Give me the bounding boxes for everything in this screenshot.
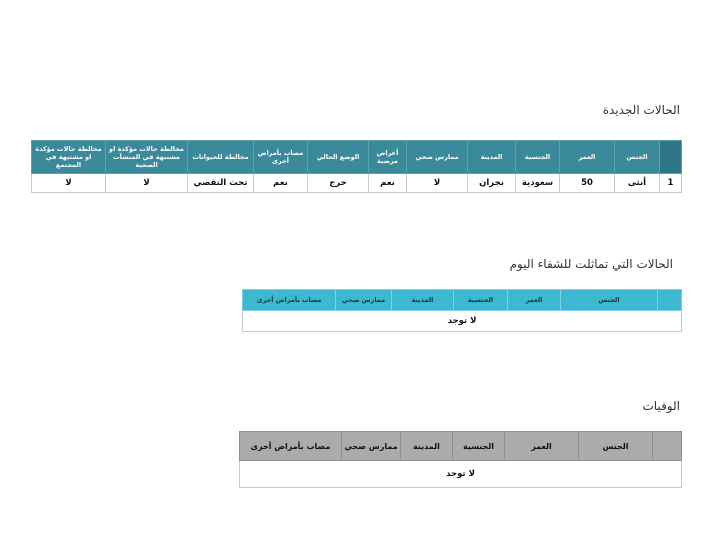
cell-current-status: حرج <box>308 174 369 193</box>
header-index <box>658 290 682 311</box>
table-header-row <box>243 290 682 311</box>
cell-age: 50 <box>560 174 615 193</box>
cell-other-diseases: نعم <box>254 174 308 193</box>
table-row <box>32 174 682 193</box>
deaths-table <box>239 431 682 488</box>
cell-community-contact: لا <box>32 174 106 193</box>
header-index <box>660 141 682 174</box>
cell-symptoms: نعم <box>369 174 407 193</box>
header-gender: الجنس <box>579 432 653 461</box>
table-row <box>243 311 682 332</box>
new-cases-title: الحالات الجديدة <box>602 103 680 117</box>
header-nationality: الجنسية <box>453 432 505 461</box>
header-age: العمر <box>508 290 561 311</box>
header-community-contact: مخالطة حالات مؤكدة او مشتبهة في المجتمع <box>32 141 106 174</box>
header-facility-contact: مخالطة حالات مؤكدة او مشتبهة في المنشآت الصحية <box>106 141 188 174</box>
cell-gender: أنثى <box>615 174 660 193</box>
header-index <box>653 432 682 461</box>
new-cases-table <box>31 140 682 193</box>
header-health-practitioner: ممارس صحي <box>342 432 401 461</box>
cell-facility-contact: لا <box>106 174 188 193</box>
deaths-title: الوفيات <box>642 399 680 413</box>
header-other-diseases: مصاب بأمراض أخرى <box>243 290 336 311</box>
table-row <box>240 461 682 488</box>
cell-city: نجران <box>468 174 516 193</box>
header-other-diseases: مصاب بأمراض أخرى <box>254 141 308 174</box>
recovered-title: الحالات التي تماثلت للشفاء اليوم <box>509 257 673 271</box>
table-header-row <box>240 432 682 461</box>
header-city: المدينة <box>392 290 454 311</box>
header-age: العمر <box>560 141 615 174</box>
header-gender: الجنس <box>615 141 660 174</box>
table-header-row <box>32 141 682 174</box>
cell-animal-contact: تحت التقصي <box>188 174 254 193</box>
header-city: المدينة <box>468 141 516 174</box>
cell-health-practitioner: لا <box>407 174 468 193</box>
empty-message: لا توجد <box>240 461 682 488</box>
header-nationality: الجنسية <box>454 290 508 311</box>
empty-message: لا توجد <box>243 311 682 332</box>
cell-nationality: سعودية <box>516 174 560 193</box>
recovered-table <box>242 289 682 332</box>
header-animal-contact: مخالطة للحيوانات <box>188 141 254 174</box>
header-city: المدينة <box>401 432 453 461</box>
header-nationality: الجنسية <box>516 141 560 174</box>
header-current-status: الوضع الحالي <box>308 141 369 174</box>
header-age: العمر <box>505 432 579 461</box>
header-gender: الجنس <box>561 290 658 311</box>
header-other-diseases: مصاب بأمراض أخرى <box>240 432 342 461</box>
cell-index: 1 <box>660 174 682 193</box>
header-health-practitioner: ممارس صحي <box>407 141 468 174</box>
header-symptoms: أعراض مرضية <box>369 141 407 174</box>
header-health-practitioner: ممارس صحي <box>336 290 392 311</box>
